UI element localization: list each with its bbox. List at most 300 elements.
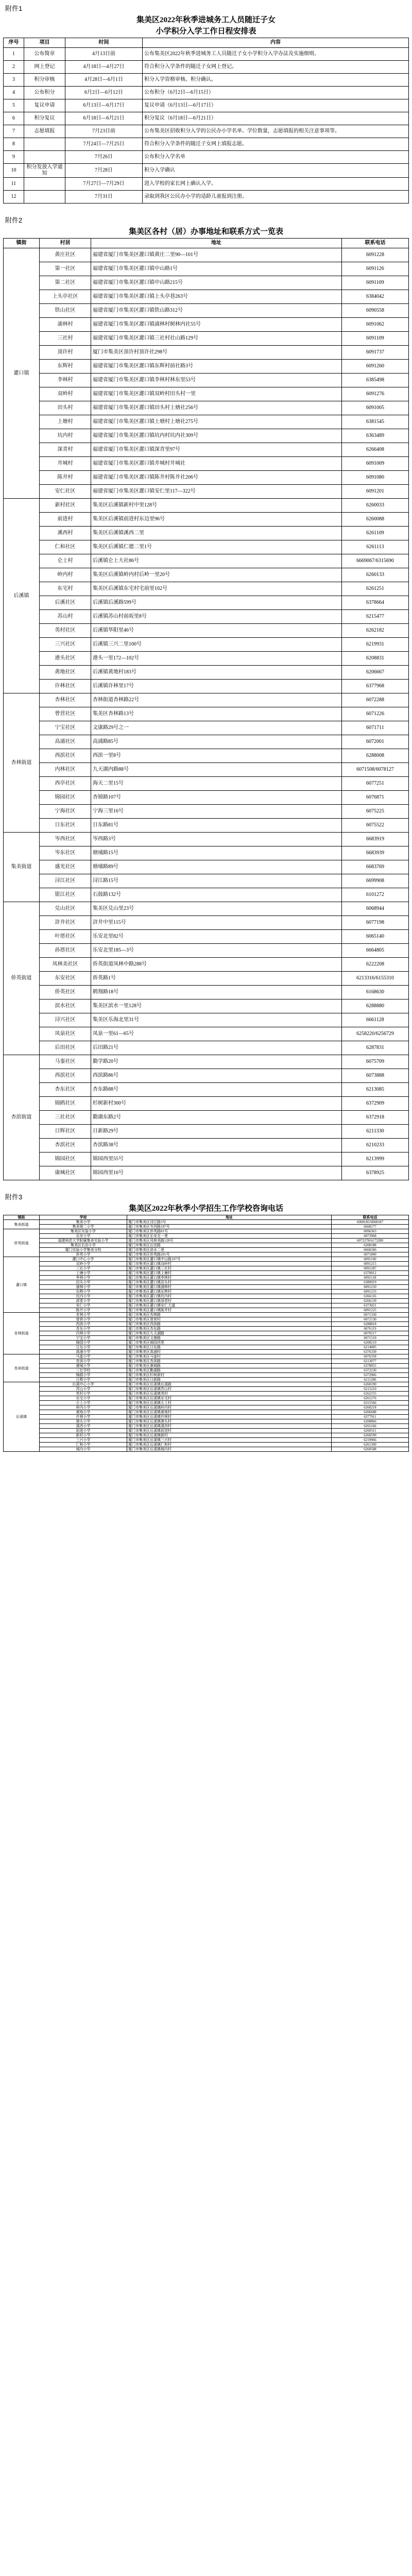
school-name: 锦鸥小学 <box>40 1373 127 1378</box>
community-phone: 6091260 <box>342 360 409 374</box>
school-address: 厦门市集美区乐安北一里 <box>127 1234 332 1239</box>
community-name: 港头社区 <box>40 652 91 666</box>
school-name: 港头小学 <box>40 1419 127 1424</box>
school-row <box>4 1262 409 1266</box>
community-phone: 6071226 <box>342 707 409 721</box>
community-row <box>4 846 409 860</box>
attachment-3-title: 集美区2022年秋季小学招生工作学校咨询电话 <box>128 1205 283 1213</box>
community-name: 前进村 <box>40 513 91 527</box>
community-name: 田头村 <box>40 401 91 415</box>
school-address: 厦门市集美区灌口镇双岭村 <box>127 1262 332 1266</box>
community-row <box>4 860 409 874</box>
schedule-time: 7月28日 <box>65 164 143 178</box>
community-address: 后溪镇许林里17号 <box>91 680 342 693</box>
community-name: 西滨社区 <box>40 1069 91 1083</box>
community-row <box>4 1069 409 1083</box>
community-name: 仑上村 <box>40 554 91 568</box>
schedule-item: 公布积分 <box>24 87 65 99</box>
school-row <box>4 1243 409 1248</box>
school-header-district: 镇街 <box>4 1215 40 1220</box>
school-name: 上塘小学 <box>40 1271 127 1276</box>
school-name: 日辉小学 <box>40 1378 127 1382</box>
schedule-row <box>4 178 409 191</box>
community-name: 东宅村 <box>40 582 91 596</box>
community-name: 宁海社区 <box>40 805 91 819</box>
school-row <box>4 1373 409 1378</box>
school-address: 厦门市集美区后溪镇三兴村 <box>127 1438 332 1443</box>
community-phone: 6261109 <box>342 527 409 540</box>
community-phone: 6261251 <box>342 582 409 596</box>
schedule-no: 7 <box>4 125 24 138</box>
school-name: 三兴小学 <box>40 1438 127 1443</box>
school-address: 厦门市集美区马銮村 <box>127 1354 332 1359</box>
schedule-row <box>4 191 409 204</box>
school-phone: 6071800 <box>332 1252 409 1257</box>
school-district: 后溪镇 <box>4 1382 40 1452</box>
schedule-content: 积分复议（6月18日—6月21日） <box>143 112 409 125</box>
community-row <box>4 999 409 1013</box>
community-address: 后溪镇后溪路599号 <box>91 596 342 610</box>
school-header-name: 学校 <box>40 1215 127 1220</box>
community-district: 灌口镇 <box>4 248 40 499</box>
school-address: 厦门市集美区岑西路187号 <box>127 1225 332 1229</box>
school-row <box>4 1239 409 1243</box>
school-phone: 6091215 <box>332 1262 409 1266</box>
community-row <box>4 721 409 735</box>
community-phone: 6219931 <box>342 638 409 652</box>
school-row <box>4 1225 409 1229</box>
community-name: 顶许村 <box>40 346 91 360</box>
community-address: 杉树新村300号 <box>91 1097 342 1111</box>
community-name: 苏山村 <box>40 610 91 624</box>
community-phone: 6669067/6315690 <box>342 554 409 568</box>
community-address: 侨英路1号 <box>91 972 342 986</box>
school-name: 仁和小学 <box>40 1443 127 1447</box>
community-address: 后溪镇华阳里46号 <box>91 624 342 638</box>
community-address: 福建省厦门市集美区灌口镇田头村上塘社256号 <box>91 401 342 415</box>
community-row <box>4 1111 409 1125</box>
school-address: 厦门市集美区杉树新村 <box>127 1373 332 1378</box>
schedule-content: 积分入学确认 <box>143 164 409 178</box>
community-phone: 6261113 <box>342 540 409 554</box>
school-name: 集美区实验小学 <box>40 1229 127 1234</box>
schedule-content: 积分入学资格审核、积分确认。 <box>143 74 409 87</box>
schedule-row <box>4 61 409 74</box>
school-name: 李林小学 <box>40 1276 127 1280</box>
community-district: 杏林街道 <box>4 693 40 833</box>
community-phone: 6260133 <box>342 568 409 582</box>
schedule-no: 10 <box>4 164 24 178</box>
school-phone: 6072130 <box>332 1317 409 1322</box>
community-district: 侨英街道 <box>4 902 40 1055</box>
community-address: 西滨一里8号 <box>91 749 342 763</box>
community-address: 日东路81号 <box>91 819 342 833</box>
community-name: 东辉村 <box>40 360 91 374</box>
community-row <box>4 958 409 972</box>
school-row <box>4 1354 409 1359</box>
community-name: 曾营社区 <box>40 707 91 721</box>
community-row <box>4 902 409 916</box>
community-address: 杏东路88号 <box>91 1083 342 1097</box>
school-address: 厦门市集美区后溪镇后溪路 <box>127 1382 332 1387</box>
school-phone: 6208866 <box>332 1419 409 1424</box>
school-row <box>4 1424 409 1429</box>
community-address: 日新路29号 <box>91 1125 342 1139</box>
community-row <box>4 1027 409 1041</box>
attachment-2-title: 集美区各村（居）办事地址和联系方式一览表 <box>128 228 283 236</box>
community-name: 杏林社区 <box>40 693 91 707</box>
school-name: 东宅小学 <box>40 1396 127 1401</box>
school-row <box>4 1359 409 1364</box>
schedule-no: 9 <box>4 151 24 164</box>
school-name: 东辉小学 <box>40 1290 127 1294</box>
community-name: 上塘村 <box>40 415 91 429</box>
community-name: 日东社区 <box>40 819 91 833</box>
community-address: 福建省厦门市集美区灌口镇陈井村陈井社206号 <box>91 471 342 485</box>
school-address: 厦门市集美区杏滨路 <box>127 1359 332 1364</box>
community-name: 岑东社区 <box>40 846 91 860</box>
school-name: 溪西小学 <box>40 1424 127 1429</box>
school-phone: 6260218 <box>332 1405 409 1410</box>
school-address: 厦门市集美区灌口镇田头村 <box>127 1280 332 1285</box>
community-phone: 6211330 <box>342 1125 409 1139</box>
school-phone: 6073968 <box>332 1234 409 1239</box>
school-row <box>4 1336 409 1341</box>
community-phone: 6072288 <box>342 693 409 707</box>
school-header-address: 地址 <box>127 1215 332 1220</box>
schedule-row <box>4 99 409 112</box>
community-row <box>4 513 409 527</box>
community-address: 福建省厦门市集美区灌口镇中山路215号 <box>91 276 342 290</box>
community-phone: 6683939 <box>342 846 409 860</box>
attachment-3-label: 附件3 <box>5 1193 23 1201</box>
community-name: 西滨社区 <box>40 749 91 763</box>
community-phone: 6699908 <box>342 874 409 888</box>
schedule-item: 志愿填报 <box>24 125 65 138</box>
school-address: 厦门市集美区后溪镇城内村 <box>127 1447 332 1452</box>
school-row <box>4 1345 409 1350</box>
school-address: 厦门市集美区康城路 <box>127 1364 332 1368</box>
community-row <box>4 666 409 680</box>
schedule-row <box>4 87 409 99</box>
community-name: 滨水社区 <box>40 999 91 1013</box>
community-name: 浔江社区 <box>40 874 91 888</box>
school-phone: 6070217 <box>332 1331 409 1336</box>
community-address: 福建省厦门市集美区灌口镇东辉村前社路3号 <box>91 360 342 374</box>
school-phone: 6215210 <box>332 1387 409 1392</box>
school-name: 田头小学 <box>40 1280 127 1285</box>
school-address: 厦门市集美区后溪镇前进村 <box>127 1429 332 1433</box>
schedule-time: 7月23日前 <box>65 125 143 138</box>
community-phone: 6091062 <box>342 318 409 332</box>
community-row <box>4 429 409 443</box>
community-row <box>4 276 409 290</box>
community-address: 勤湖东路2号 <box>91 1111 342 1125</box>
school-address: 厦门市集美区杏东路 <box>127 1327 332 1331</box>
community-row <box>4 763 409 777</box>
attachment-1-title-line2: 小学积分入学工作日程安排表 <box>156 27 256 36</box>
community-name: 李林村 <box>40 374 91 387</box>
school-phone: 6380919 <box>332 1280 409 1285</box>
community-name: 西亭社区 <box>40 777 91 791</box>
school-phone: 6288818 <box>332 1322 409 1327</box>
community-row <box>4 1166 409 1180</box>
community-address: 乐安北里82号 <box>91 930 342 944</box>
school-phone: 6072278/6173280 <box>332 1239 409 1243</box>
school-address: 厦门市集美区后溪镇岭内村 <box>127 1405 332 1410</box>
school-name: 黄地小学 <box>40 1410 127 1415</box>
schedule-row <box>4 48 409 61</box>
community-address: 福建省厦门市集美区灌口镇三社村社山路129号 <box>91 332 342 346</box>
school-row <box>4 1387 409 1392</box>
schedule-table <box>3 38 409 204</box>
community-name: 后田社区 <box>40 1041 91 1055</box>
community-row <box>4 693 409 707</box>
schedule-time: 4月18日—4月27日 <box>65 61 143 74</box>
community-row <box>4 304 409 318</box>
school-row <box>4 1252 409 1257</box>
schedule-item <box>24 178 65 191</box>
school-name: 日东小学 <box>40 1345 127 1350</box>
community-header-district: 镇街 <box>4 239 40 248</box>
community-phone: 6363489 <box>342 429 409 443</box>
community-row <box>4 624 409 638</box>
community-address: 后溪镇黄地村183号 <box>91 666 342 680</box>
school-row <box>4 1405 409 1410</box>
community-phone: 6091005 <box>342 401 409 415</box>
community-district: 杏滨街道 <box>4 1055 40 1180</box>
school-district: 侨英街道 <box>4 1229 40 1257</box>
community-phone: 6077251 <box>342 777 409 791</box>
school-phone: 6366116 <box>332 1294 409 1299</box>
community-name: 双岭村 <box>40 387 91 401</box>
school-phone: 6260599 <box>332 1433 409 1438</box>
community-phone: 6208831 <box>342 652 409 666</box>
schedule-time: 6月18日—6月21日 <box>65 112 143 125</box>
community-phone: 6215477 <box>342 610 409 624</box>
school-phone: 6377911 <box>332 1415 409 1419</box>
community-name: 锦园社区 <box>40 1153 91 1166</box>
community-row <box>4 318 409 332</box>
community-row <box>4 833 409 846</box>
community-name: 日辉社区 <box>40 1125 91 1139</box>
school-phone: 6370012 <box>332 1271 409 1276</box>
schedule-time: 4月28日—6月1日 <box>65 74 143 87</box>
schedule-content: 录取到我区公民办小学的适龄儿童报到注册。 <box>143 191 409 204</box>
community-name: 凤林美社区 <box>40 958 91 972</box>
community-name: 三社社区 <box>40 1111 91 1125</box>
community-row <box>4 499 409 513</box>
schedule-content: 公布集美区2022年秋季进城务工人员随迁子女小学积分入学办法及实施细则。 <box>143 48 409 61</box>
community-address: 集美区杏林路13号 <box>91 707 342 721</box>
community-name: 浒井社区 <box>40 916 91 930</box>
community-address: 西滨路86号 <box>91 1069 342 1083</box>
community-phone: 6075225 <box>342 805 409 819</box>
school-name: 马銮小学 <box>40 1354 127 1359</box>
community-row <box>4 610 409 624</box>
community-phone: 6385498 <box>342 374 409 387</box>
community-address: 后溪镇三兴二里100号 <box>91 638 342 652</box>
community-phone: 6091109 <box>342 332 409 346</box>
community-table-body <box>4 248 409 1180</box>
school-phone: 6668186 <box>332 1248 409 1252</box>
school-row <box>4 1368 409 1373</box>
community-row <box>4 791 409 805</box>
school-phone: 6211286 <box>332 1378 409 1382</box>
community-address: 港头一里172—102号 <box>91 652 342 666</box>
community-phone: 6377968 <box>342 680 409 693</box>
community-name: 第一社区 <box>40 262 91 276</box>
community-row <box>4 346 409 360</box>
community-district: 后溪镇 <box>4 499 40 693</box>
school-phone: 6219966 <box>332 1438 409 1443</box>
school-row <box>4 1257 409 1262</box>
attachment-2 <box>3 215 409 1180</box>
community-address: 福建省厦门市集美区灌口镇上头亭巷263号 <box>91 290 342 304</box>
community-phone: 6213085 <box>342 1083 409 1097</box>
community-address: 集美区后溪镇新村中里128号 <box>91 499 342 513</box>
community-address: 杏林街道杏林路22号 <box>91 693 342 707</box>
community-contact-table <box>3 238 409 1180</box>
school-name: 城内小学 <box>40 1447 127 1452</box>
community-phone: 6091201 <box>342 485 409 499</box>
community-phone: 6075522 <box>342 819 409 833</box>
school-address: 厦门市集美区灌口镇东辉村 <box>127 1290 332 1294</box>
community-name: 安仁社区 <box>40 485 91 499</box>
community-address: 福建省厦门市集美区灌口镇双岭村田头村一里 <box>91 387 342 401</box>
community-row <box>4 568 409 582</box>
community-name: 黄庄社区 <box>40 248 91 262</box>
school-name: 苏山小学 <box>40 1387 127 1392</box>
community-row <box>4 680 409 693</box>
school-row <box>4 1299 409 1303</box>
community-phone: 6076871 <box>342 791 409 805</box>
community-address: 鹤翔路18号 <box>91 986 342 999</box>
schedule-header-content: 内容 <box>143 38 409 48</box>
schedule-item <box>24 138 65 151</box>
school-name: 锦园小学 <box>40 1341 127 1345</box>
community-phone: 6288008 <box>342 749 409 763</box>
community-address: 集美区后溪镇溪西二里 <box>91 527 342 540</box>
school-phone: 6076358 <box>332 1354 409 1359</box>
community-name: 英村社区 <box>40 624 91 638</box>
community-row <box>4 262 409 276</box>
school-header-phone: 联系电话 <box>332 1215 409 1220</box>
community-row <box>4 1013 409 1027</box>
school-phone: 6091160 <box>332 1257 409 1262</box>
community-phone: 6073888 <box>342 1069 409 1083</box>
community-address: 浔江路15号 <box>91 874 342 888</box>
community-address: 福建省厦门市集美区灌口镇坑内村坑内社309号 <box>91 429 342 443</box>
school-district: 杏林街道 <box>4 1313 40 1354</box>
community-row <box>4 1055 409 1069</box>
community-row <box>4 986 409 999</box>
schedule-time: 7月31日 <box>65 191 143 204</box>
community-row <box>4 638 409 652</box>
schedule-content: 符合积分入学条件的随迁子女网上登记。 <box>143 61 409 74</box>
school-name: 新村小学 <box>40 1433 127 1438</box>
community-name: 兑山社区 <box>40 902 91 916</box>
schedule-item: 积分发放入学通知 <box>24 164 65 178</box>
school-name: 福建师范大学附属集美实验小学 <box>40 1239 127 1243</box>
community-phone: 6378664 <box>342 596 409 610</box>
community-address: 福建省厦门市集美区灌口镇中山路1号 <box>91 262 342 276</box>
community-address: 海天二里15号 <box>91 777 342 791</box>
school-phone: 6214005 <box>332 1345 409 1350</box>
school-address: 厦门市集美区后田路 <box>127 1243 332 1248</box>
community-row <box>4 888 409 902</box>
school-row <box>4 1322 409 1327</box>
school-name: 内林小学 <box>40 1331 127 1336</box>
school-address: 厦门市集美区九天湖路 <box>127 1331 332 1336</box>
school-phone: 6373021 <box>332 1303 409 1308</box>
school-address: 厦门市集美区灌口镇李林村 <box>127 1276 332 1280</box>
schedule-no: 11 <box>4 178 24 191</box>
community-row <box>4 930 409 944</box>
community-row <box>4 290 409 304</box>
school-address: 厦门市集美区高浦村 <box>127 1350 332 1354</box>
school-district: 灌口镇 <box>4 1257 40 1313</box>
community-address: 塘埔路89号 <box>91 860 342 874</box>
community-phone: 6072001 <box>342 735 409 749</box>
schedule-no: 3 <box>4 74 24 87</box>
school-district: 集美街道 <box>4 1220 40 1229</box>
community-address: 锦园西里16号 <box>91 1166 342 1180</box>
school-row <box>4 1438 409 1443</box>
school-address: 厦门市集美区后溪镇许林村 <box>127 1415 332 1419</box>
schedule-row <box>4 112 409 125</box>
community-name: 锦园社区 <box>40 791 91 805</box>
school-name: 深青小学 <box>40 1299 127 1303</box>
school-contact-table <box>3 1215 409 1452</box>
school-row <box>4 1266 409 1271</box>
community-name: 坑内村 <box>40 429 91 443</box>
community-address: 集美区后溪镇岭内村后岭一里20号 <box>91 568 342 582</box>
school-name: 高浦小学 <box>40 1350 127 1354</box>
community-address: 塘埔路15号 <box>91 846 342 860</box>
community-phone: 6065140 <box>342 930 409 944</box>
school-phone: 6213077 <box>332 1359 409 1364</box>
school-name: 仑上小学 <box>40 1401 127 1405</box>
school-name: 集美小学 <box>40 1220 127 1225</box>
community-row <box>4 944 409 958</box>
attachment-2-label: 附件2 <box>5 216 23 224</box>
community-row <box>4 777 409 791</box>
school-address: 厦门市集美区文康路 <box>127 1336 332 1341</box>
community-phone: 6683769 <box>342 860 409 874</box>
schedule-item <box>24 191 65 204</box>
school-name: 灌口中心小学 <box>40 1257 127 1262</box>
community-phone: 6090558 <box>342 304 409 318</box>
community-name: 杏滨社区 <box>40 1139 91 1153</box>
school-name: 西滨小学 <box>40 1322 127 1327</box>
community-name: 浔兴社区 <box>40 1013 91 1027</box>
school-row <box>4 1276 409 1280</box>
schedule-item: 积分复议 <box>24 112 65 125</box>
school-name: 安仁小学 <box>40 1303 127 1308</box>
community-row <box>4 916 409 930</box>
community-address: 岑西路3号 <box>91 833 342 846</box>
community-row <box>4 471 409 485</box>
community-row <box>4 248 409 262</box>
school-address: 厦门市集美区滨水二里 <box>127 1248 332 1252</box>
school-address: 厦门市集美区勤湖路 <box>127 1368 332 1373</box>
school-address: 厦门市集美区后溪镇英村 <box>127 1392 332 1396</box>
community-row <box>4 652 409 666</box>
community-row <box>4 443 409 457</box>
community-phone: 6213316/6155310 <box>342 972 409 986</box>
school-name: 曾营小学 <box>40 1317 127 1322</box>
